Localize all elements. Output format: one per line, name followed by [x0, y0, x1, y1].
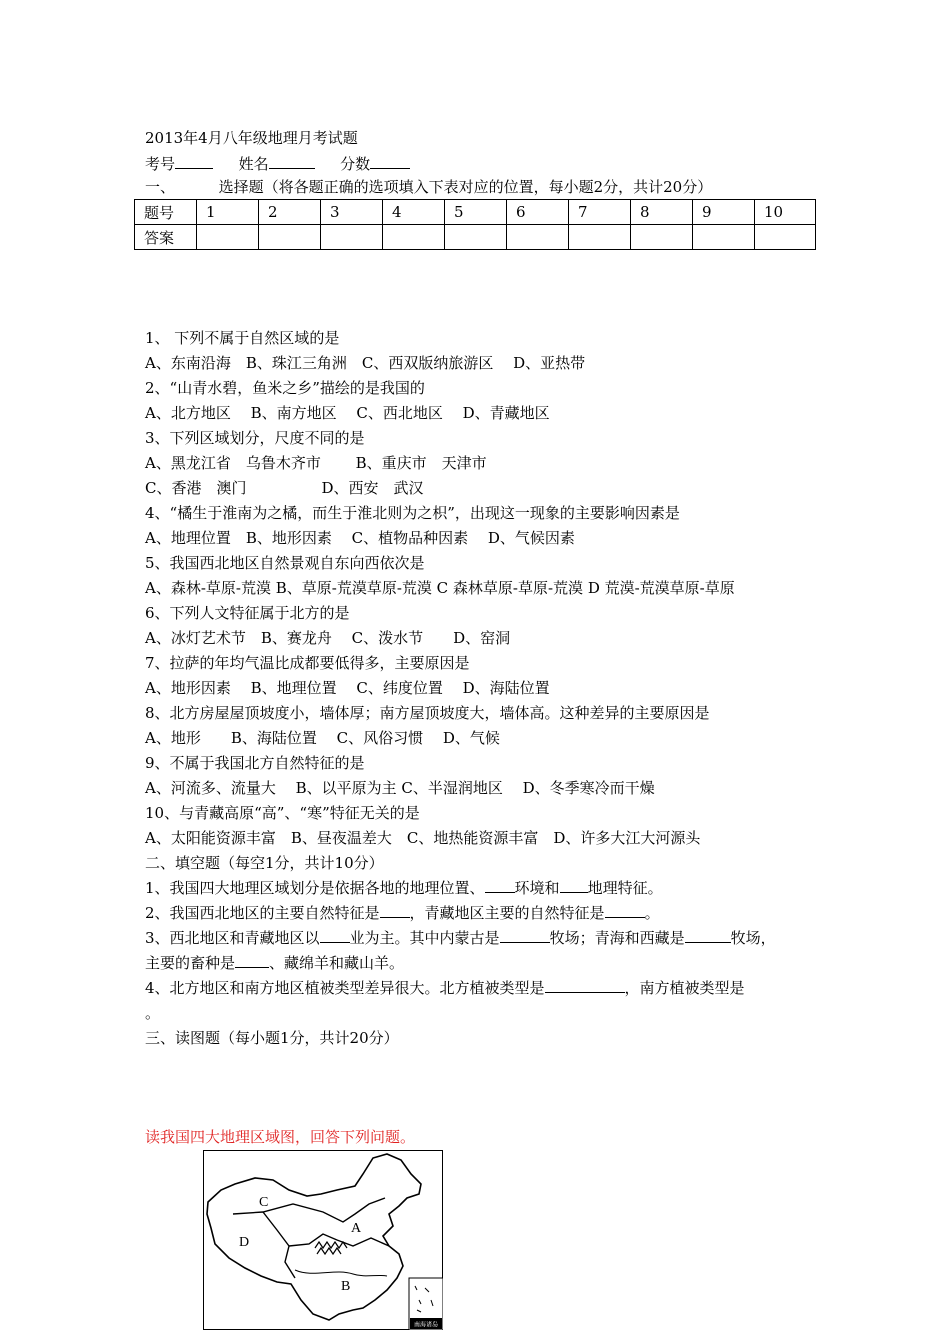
fill-question-2: 2、我国西北地区的主要自然特征是 ，青藏地区主要的自然特征是 。	[145, 904, 660, 922]
answer-cell[interactable]	[321, 225, 383, 250]
option-line: A、森林-草原-荒漠 B、草原-荒漠草原-荒漠 C 森林草原-草原-荒漠 D 荒漠-荒漠草原-草原	[145, 579, 735, 597]
fill-blank[interactable]	[685, 928, 731, 943]
question-line: 6、下列人文特征属于北方的是	[145, 604, 350, 622]
answer-cell[interactable]	[445, 225, 507, 250]
fill-blank[interactable]	[380, 903, 410, 918]
question-number: 5	[445, 200, 507, 225]
exam-title: 2013年4月八年级地理月考试题	[145, 129, 358, 147]
option-line: A、河流多、流量大 B、以平原为主 C、半湿润地区 D、冬季寒冷而干燥	[145, 779, 655, 797]
fill-blank[interactable]	[560, 878, 588, 893]
question-line: 3、下列区域划分，尺度不同的是	[145, 429, 365, 447]
question-line: 10、与青藏高原“高”、“寒”特征无关的是	[145, 804, 420, 822]
name-label: 姓名	[238, 155, 269, 173]
header-fields	[145, 154, 410, 174]
section1-title: 选择题（将各题正确的选项填入下表对应的位置，每小题2分，共计20分）	[218, 178, 713, 196]
score-label: 分数	[340, 155, 371, 173]
fill-blank[interactable]	[320, 928, 350, 943]
answer-cell[interactable]	[197, 225, 259, 250]
option-line: A、地形因素 B、地理位置 C、纬度位置 D、海陆位置	[145, 679, 550, 697]
name-blank[interactable]	[269, 154, 315, 169]
option-line: A、北方地区 B、南方地区 C、西北地区 D、青藏地区	[145, 404, 550, 422]
fill-question-3: 3、西北地区和青藏地区以 业为主。其中内蒙古是 牧场；青海和西藏是 牧场，	[145, 929, 776, 947]
answer-cell[interactable]	[693, 225, 755, 250]
fill-blank[interactable]	[235, 953, 269, 968]
map-prompt: 读我国四大地理区域图，回答下列问题。	[145, 1128, 416, 1146]
answer-cell[interactable]	[507, 225, 569, 250]
question-number: 4	[383, 200, 445, 225]
section1-number: 一、	[145, 178, 176, 196]
question-number: 1	[197, 200, 259, 225]
answer-cell[interactable]	[569, 225, 631, 250]
option-line: C、香港 澳门 D、西安 武汉	[145, 479, 424, 497]
question-line: 4、“橘生于淮南为之橘，而生于淮北则为之枳”，出现这一现象的主要影响因素是	[145, 504, 680, 522]
question-number: 7	[569, 200, 631, 225]
fill-question-4-end: 。	[145, 1004, 161, 1022]
question-line: 7、拉萨的年均气温比成都要低得多，主要原因是	[145, 654, 470, 672]
answer-table	[134, 199, 816, 250]
question-line: 2、“山青水碧，鱼米之乡”描绘的是我国的	[145, 379, 425, 397]
answer-cell[interactable]	[631, 225, 693, 250]
map-label-d: D	[239, 1235, 250, 1250]
map-label-c: C	[259, 1195, 269, 1210]
question-line: 5、我国西北地区自然景观自东向西依次是	[145, 554, 425, 572]
question-number: 2	[259, 200, 321, 225]
option-line: A、地理位置 B、地形因素 C、植物品种因素 D、气候因素	[145, 529, 575, 547]
row-label-answer: 答案	[135, 225, 197, 250]
answer-cell[interactable]	[259, 225, 321, 250]
exam-no-blank[interactable]	[175, 154, 213, 169]
china-regions-map	[203, 1150, 443, 1330]
map-label-a: A	[351, 1221, 362, 1236]
row-label-number: 题号	[135, 200, 197, 225]
option-line: A、冰灯艺术节 B、赛龙舟 C、泼水节 D、窑洞	[145, 629, 511, 647]
fill-question-3-cont: 主要的畜种是 、藏绵羊和藏山羊。	[145, 954, 405, 972]
option-line: A、东南沿海 B、珠江三角洲 C、西双版纳旅游区 D、亚热带	[145, 354, 586, 372]
fill-question-4: 4、北方地区和南方地区植被类型差异很大。北方植被类型是 ，南方植被类型是	[145, 979, 745, 997]
inset-label: 南海诸岛	[413, 1321, 439, 1329]
score-blank[interactable]	[370, 154, 410, 169]
table-row-numbers	[135, 200, 816, 225]
option-line: A、太阳能资源丰富 B、昼夜温差大 C、地热能资源丰富 D、许多大江大河源头	[145, 829, 701, 847]
question-line: 9、不属于我国北方自然特征的是	[145, 754, 365, 772]
question-line: 8、北方房屋屋顶坡度小，墙体厚；南方屋顶坡度大，墙体高。这种差异的主要原因是	[145, 704, 710, 722]
question-number: 3	[321, 200, 383, 225]
question-number: 8	[631, 200, 693, 225]
question-number: 6	[507, 200, 569, 225]
section2-heading: 二、填空题（每空1分，共计10分）	[145, 854, 384, 872]
question-number: 9	[693, 200, 755, 225]
fill-question-1: 1、我国四大地理区域划分是依据各地的地理位置、 环境和 地理特征。	[145, 879, 663, 897]
option-line: A、黑龙江省 乌鲁木齐市 B、重庆市 天津市	[145, 454, 487, 472]
section3-heading: 三、读图题（每小题1分，共计20分）	[145, 1029, 399, 1047]
question-number: 10	[755, 200, 816, 225]
fill-blank[interactable]	[485, 878, 515, 893]
question-line: 1、 下列不属于自然区域的是	[145, 329, 340, 347]
south-china-sea-inset	[409, 1278, 443, 1330]
option-line: A、地形 B、海陆位置 C、风俗习惯 D、气候	[145, 729, 500, 747]
section1-heading	[145, 177, 712, 197]
map-label-b: B	[341, 1279, 351, 1294]
table-row-answers	[135, 225, 816, 250]
exam-no-label: 考号	[145, 155, 176, 173]
fill-blank[interactable]	[545, 978, 625, 993]
fill-blank[interactable]	[500, 928, 550, 943]
fill-blank[interactable]	[605, 903, 645, 918]
answer-cell[interactable]	[383, 225, 445, 250]
answer-cell[interactable]	[755, 225, 816, 250]
